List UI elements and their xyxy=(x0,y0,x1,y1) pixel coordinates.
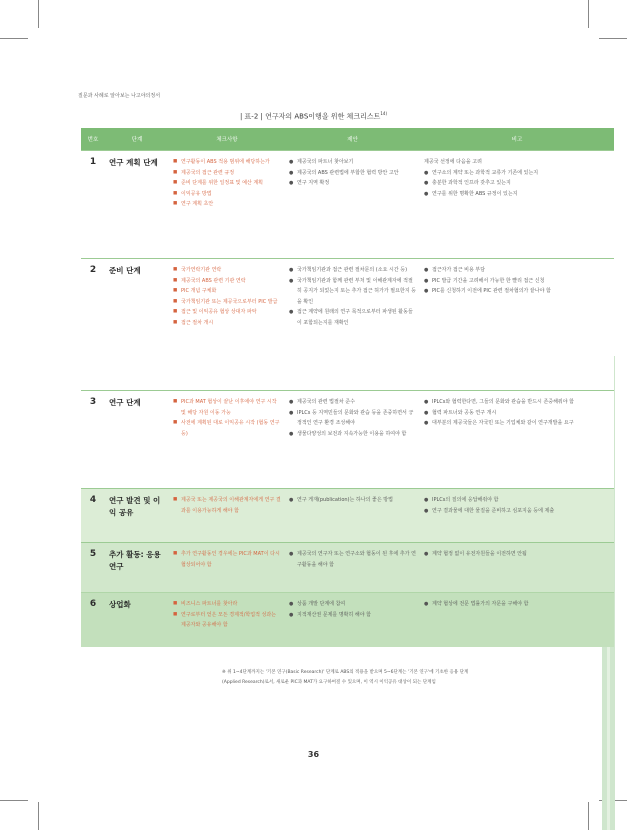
table-footnote xyxy=(222,668,552,688)
table-title xyxy=(0,111,627,121)
proposal-item xyxy=(289,157,416,168)
table-title-footnote-ref: 14) xyxy=(380,111,388,116)
row-stage: 연구 계획 단계 xyxy=(105,151,169,259)
remark-item xyxy=(424,495,610,506)
proposal-item-text: 연구 게재(publication)는 하나의 좋은 방법 xyxy=(297,497,393,503)
checkpoint-item xyxy=(173,157,281,168)
checkpoint-item xyxy=(173,189,281,200)
checkpoint-cell xyxy=(169,151,285,259)
crop-mark-top-left-v xyxy=(38,0,39,28)
bullet-icon: ● xyxy=(424,420,429,427)
header-stage: 단계 xyxy=(105,128,169,151)
proposal-item-text: 제공국의 ABS 관련법에 부합한 협력 방안 고안 xyxy=(297,169,399,176)
checkpoint-item-text: PIC 개념 구체화 xyxy=(181,288,217,295)
table-body xyxy=(81,151,614,647)
remark-item-text: 계약 협정 없이 유전자원들을 이전하면 안됨 xyxy=(432,551,527,557)
row-stage: 준비 단계 xyxy=(105,259,169,391)
proposal-item-text: 연구 지역 확정 xyxy=(297,180,330,187)
bullet-icon: ● xyxy=(289,309,294,316)
bullet-icon: ● xyxy=(289,159,294,165)
remark-item-text: PIC를 신청하기 이전에 PIC 관련 절차협의가 끝나야 함 xyxy=(432,288,551,295)
checkpoint-item-text: 제공국의 ABS 관련 기관 연락 xyxy=(181,277,246,284)
table-title-text: 연구자의 ABS이행을 위한 체크리스트 xyxy=(265,112,381,121)
checkpoint-item xyxy=(173,610,281,631)
bullet-icon: ■ xyxy=(173,497,178,502)
bullet-icon: ● xyxy=(424,551,429,557)
proposal-item-text: 접근 계약에 원래의 연구 목적으로부터 파생된 활동들이 포함되는지를 재확인 xyxy=(297,309,413,326)
checkpoint-cell-list xyxy=(173,495,281,516)
crop-mark-bottom-left-h xyxy=(0,800,28,801)
checkpoint-item-text: 접근 절차 개시 xyxy=(181,319,214,326)
remark-item-text: IPLCs의 질의에 응답해줘야 함 xyxy=(432,497,499,503)
proposal-item xyxy=(289,178,416,189)
remark-item-text: IPLCs와 협력한다면, 그들의 문화와 관습을 반드시 존중해줘야 함 xyxy=(432,399,575,405)
proposal-item-text: 국가책임기관과 접근 관련 절차문의 (소요 시간 등) xyxy=(297,267,408,273)
bullet-icon: ● xyxy=(424,180,429,187)
remark-item xyxy=(424,506,610,517)
remark-item xyxy=(424,418,610,429)
proposal-item-text: 상품 개발 단계에 참여 xyxy=(297,601,346,607)
remark-cell-list xyxy=(424,265,610,297)
checkpoint-item xyxy=(173,397,281,418)
checkpoint-item xyxy=(173,307,281,318)
proposal-cell xyxy=(285,543,420,593)
bullet-icon: ■ xyxy=(173,319,178,325)
checkpoint-item-text: 사전에 계획된 대로 이익공유 시작 (협동 연구 등) xyxy=(181,420,280,437)
checkpoint-item-text: 이익공유 방법 xyxy=(181,190,212,197)
checkpoint-item xyxy=(173,168,281,179)
checkpoint-item-text: 제공국 또는 제공국의 이해관계자에게 연구 결과를 이용가능하게 해야 함 xyxy=(181,497,281,514)
checkpoint-cell-list xyxy=(173,549,281,570)
remark-item-text: 대부분의 제공국들은 자국민 또는 기업체와 같이 연구개발을 요구 xyxy=(432,420,574,427)
bullet-icon: ● xyxy=(424,399,429,405)
remark-item xyxy=(424,265,610,276)
checkpoint-cell xyxy=(169,391,285,489)
remark-item-text: 연구를 위한 명확한 ABS 규정이 있는지 xyxy=(432,190,518,197)
crop-mark-top-left-h xyxy=(0,38,28,39)
remark-item xyxy=(424,599,610,610)
checkpoint-item xyxy=(173,599,281,610)
bullet-icon: ■ xyxy=(173,190,178,196)
remark-item-text: 협력 파트너와 공동 연구 개시 xyxy=(432,409,497,416)
checkpoint-item-text: 준비 단계를 위한 일정표 및 예산 계획 xyxy=(181,180,263,187)
checkpoint-item xyxy=(173,549,281,570)
row-number: 3 xyxy=(81,391,105,489)
header-proposals: 제안 xyxy=(285,128,420,151)
table-row xyxy=(81,151,614,259)
remark-cell-list xyxy=(424,397,610,429)
checkpoint-item xyxy=(173,297,281,308)
bullet-icon: ■ xyxy=(173,169,178,175)
remark-item xyxy=(424,178,610,189)
bullet-icon: ● xyxy=(424,267,429,273)
header-number: 번호 xyxy=(81,128,105,151)
proposal-item xyxy=(289,265,416,276)
checkpoint-item xyxy=(173,286,281,297)
proposal-item xyxy=(289,397,416,408)
row-number: 4 xyxy=(81,489,105,543)
bullet-icon: ■ xyxy=(173,277,178,283)
checkpoint-cell-list xyxy=(173,265,281,329)
bullet-icon: ■ xyxy=(173,420,178,426)
remark-cell-list xyxy=(424,549,610,560)
row-number: 6 xyxy=(81,593,105,647)
proposal-item xyxy=(289,495,416,506)
bullet-icon: ● xyxy=(289,497,294,503)
checkpoint-item-text: 연구활동이 ABS 적용 범위에 해당하는가 xyxy=(181,159,270,165)
remark-item-text: PIC 발급 기간을 고려해서 가능한 한 빨리 접근 신청 xyxy=(432,277,545,284)
remark-cell xyxy=(420,259,614,391)
crop-mark-bottom-right-v xyxy=(588,802,589,830)
proposal-item xyxy=(289,599,416,610)
checkpoint-cell xyxy=(169,593,285,647)
header-remarks: 비고 xyxy=(420,128,614,151)
proposal-cell xyxy=(285,259,420,391)
proposal-cell-list xyxy=(289,157,416,189)
bullet-icon: ■ xyxy=(173,309,178,315)
table-row xyxy=(81,593,614,647)
proposal-item xyxy=(289,276,416,308)
table-row xyxy=(81,391,614,489)
bullet-icon: ● xyxy=(289,409,294,416)
proposal-item-text: IPLCs 등 지역민들의 문화와 관습 등을 존중하면서 긍정적인 연구 환경 조성해야 xyxy=(297,409,414,427)
bullet-icon: ■ xyxy=(173,180,178,186)
bullet-icon: ■ xyxy=(173,267,178,272)
remark-cell xyxy=(420,543,614,593)
bullet-icon: ■ xyxy=(173,601,178,606)
proposal-item xyxy=(289,168,416,179)
proposal-cell-list xyxy=(289,599,416,620)
proposal-item-text: 제공국의 관련 법절차 준수 xyxy=(297,399,355,405)
row-number: 1 xyxy=(81,151,105,259)
proposal-item xyxy=(289,307,416,328)
checkpoint-item-text: PIC과 MAT 협상이 끝난 이후에야 연구 시작 및 해당 자원 이동 가능 xyxy=(181,399,277,416)
table-row xyxy=(81,489,614,543)
bullet-icon: ■ xyxy=(173,288,178,294)
proposal-item-text: 생물다양성의 보전과 지속가능한 이용을 하여야 함 xyxy=(297,430,407,437)
table-row xyxy=(81,543,614,593)
proposal-item xyxy=(289,408,416,429)
checkpoint-cell-list xyxy=(173,599,281,631)
proposal-cell-list xyxy=(289,265,416,329)
row-stage: 연구 발견 및 이익 공유 xyxy=(105,489,169,543)
proposal-item-text: 지적재산권 문제를 명확히 해야 함 xyxy=(297,611,371,618)
remark-item xyxy=(424,168,610,179)
remark-item-text: 접근자가 접근 비용 부담 xyxy=(432,267,486,273)
bullet-icon: ● xyxy=(289,601,294,607)
bullet-icon: ● xyxy=(424,601,429,607)
checkpoint-item xyxy=(173,199,281,210)
proposal-item-text: 국가책임기관과 함께 관련 부처 및 이해관계자에 적절히 공지가 되었는지 또는 추가 접근 허가가 필요한지 등을 확인 xyxy=(297,277,416,305)
remark-item xyxy=(424,408,610,419)
bullet-icon: ● xyxy=(424,288,429,295)
bullet-icon: ● xyxy=(289,399,294,405)
remark-item-text: 연구 결과물에 대한 물질을 준비하고 심포지움 등에 제출 xyxy=(432,507,555,514)
row-number: 5 xyxy=(81,543,105,593)
bullet-icon: ● xyxy=(289,180,294,187)
bullet-icon: ● xyxy=(424,497,429,503)
remark-cell xyxy=(420,593,614,647)
bullet-icon: ■ xyxy=(173,159,178,164)
proposal-item-text: 제공국의 연구자 또는 연구소와 협동이 된 후에 추가 연구활동을 해야 함 xyxy=(297,551,416,568)
crop-mark-top-right-v xyxy=(588,0,589,28)
crop-mark-top-right-h xyxy=(599,38,627,39)
bullet-icon: ● xyxy=(289,430,294,437)
running-header: 질문과 사례로 알아보는 나고야의정서 xyxy=(78,93,161,99)
checkpoint-item-text: 연구 계획 초안 xyxy=(181,201,214,208)
remark-item-text: 계약 협상에 전문 법률가의 자문을 구해야 함 xyxy=(432,601,529,607)
crop-mark-bottom-left-v xyxy=(38,802,39,830)
checkpoint-cell xyxy=(169,259,285,391)
checkpoint-item xyxy=(173,318,281,329)
remark-cell xyxy=(420,151,614,259)
checkpoint-cell-list xyxy=(173,397,281,439)
bullet-icon: ● xyxy=(289,267,294,273)
checkpoint-item-text: 접근 및 이익공유 협상 상대자 파악 xyxy=(181,309,257,316)
checkpoint-cell-list xyxy=(173,157,281,210)
bullet-icon: ■ xyxy=(173,551,178,556)
remark-lead-text: 제공국 선정에 다음을 고려 xyxy=(424,159,482,165)
bullet-icon: ● xyxy=(424,169,429,176)
bullet-icon: ■ xyxy=(173,399,178,404)
bullet-icon: ■ xyxy=(173,611,178,617)
proposal-cell xyxy=(285,489,420,543)
remark-cell-list xyxy=(424,599,610,610)
bullet-icon: ● xyxy=(424,507,429,514)
remark-cell-list xyxy=(424,495,610,516)
remark-cell xyxy=(420,391,614,489)
proposal-cell xyxy=(285,593,420,647)
row-stage: 연구 단계 xyxy=(105,391,169,489)
remark-cell-list xyxy=(424,168,610,200)
checkpoint-item-text: 국가연락기관 연락 xyxy=(181,267,222,273)
row-number: 2 xyxy=(81,259,105,391)
footnote-line-1: ※ 위 1~4단계까지는 '기본 연구(Basic Research)' 단계로 ABS의 적용을 받으며 5~6단계는 '기본 연구'에 기초한 응용 단계 xyxy=(222,670,469,675)
bullet-icon: ● xyxy=(424,277,429,284)
remark-cell xyxy=(420,489,614,543)
checkpoint-item-text: 국가책임기관 또는 제공국으로부터 PIC 발급 xyxy=(181,298,278,305)
checkpoint-item-text: 추가 연구활동인 경우에는 PIC과 MAT이 다시 협상되어야 함 xyxy=(181,551,280,568)
checkpoint-item xyxy=(173,265,281,276)
page-number: 36 xyxy=(307,750,320,759)
proposal-item-text: 제공국의 파트너 찾아보기 xyxy=(297,159,354,165)
bullet-icon: ● xyxy=(289,611,294,618)
proposal-cell-list xyxy=(289,495,416,506)
bullet-icon: ● xyxy=(289,169,294,176)
table-row xyxy=(81,259,614,391)
bullet-icon: ● xyxy=(289,277,294,284)
proposal-item xyxy=(289,549,416,570)
bullet-icon: ■ xyxy=(173,298,178,304)
checkpoint-item xyxy=(173,276,281,287)
proposal-cell xyxy=(285,391,420,489)
bullet-icon: ● xyxy=(289,551,294,557)
bullet-icon: ■ xyxy=(173,201,178,207)
bullet-icon: ● xyxy=(424,409,429,416)
proposal-cell-list xyxy=(289,397,416,439)
proposal-cell xyxy=(285,151,420,259)
remark-item xyxy=(424,286,610,297)
checkpoint-cell xyxy=(169,489,285,543)
remark-item xyxy=(424,549,610,560)
remark-item-text: 연구소의 계약 또는 과학적 교류가 기존에 있는지 xyxy=(432,169,539,176)
proposal-item xyxy=(289,429,416,440)
checkpoint-cell xyxy=(169,543,285,593)
checkpoint-item-text: 연구로부터 얻은 모든 경제적/학업적 성과는 제공자와 공유해야 함 xyxy=(181,611,276,629)
footnote-line-2: (Applied Research)로서, 새로운 PIC과 MAT가 요구하여질 수 있으며, 이 역시 이익공유 대상이 되는 단계임 xyxy=(222,680,436,685)
checkpoint-item-text: 제공국의 접근 관련 규정 xyxy=(181,169,235,176)
table-header-row xyxy=(81,128,614,151)
row-stage: 상업화 xyxy=(105,593,169,647)
row-stage: 추가 활동: 응용 연구 xyxy=(105,543,169,593)
checkpoint-item xyxy=(173,495,281,516)
proposal-item xyxy=(289,610,416,621)
remark-item-text: 충분한 과학적 인프라 갖추고 있는지 xyxy=(432,180,511,187)
header-checkpoints: 체크사항 xyxy=(169,128,285,151)
checkpoint-item-text: 비즈니스 파트너를 찾아라 xyxy=(181,601,238,607)
table-title-prefix: | 표-2 | xyxy=(239,112,263,121)
bullet-icon: ● xyxy=(424,190,429,197)
proposal-cell-list xyxy=(289,549,416,570)
checkpoint-item xyxy=(173,178,281,189)
remark-item xyxy=(424,276,610,287)
checkpoint-item xyxy=(173,418,281,439)
remark-item xyxy=(424,189,610,200)
abs-checklist-table xyxy=(81,128,614,647)
remark-item xyxy=(424,397,610,408)
